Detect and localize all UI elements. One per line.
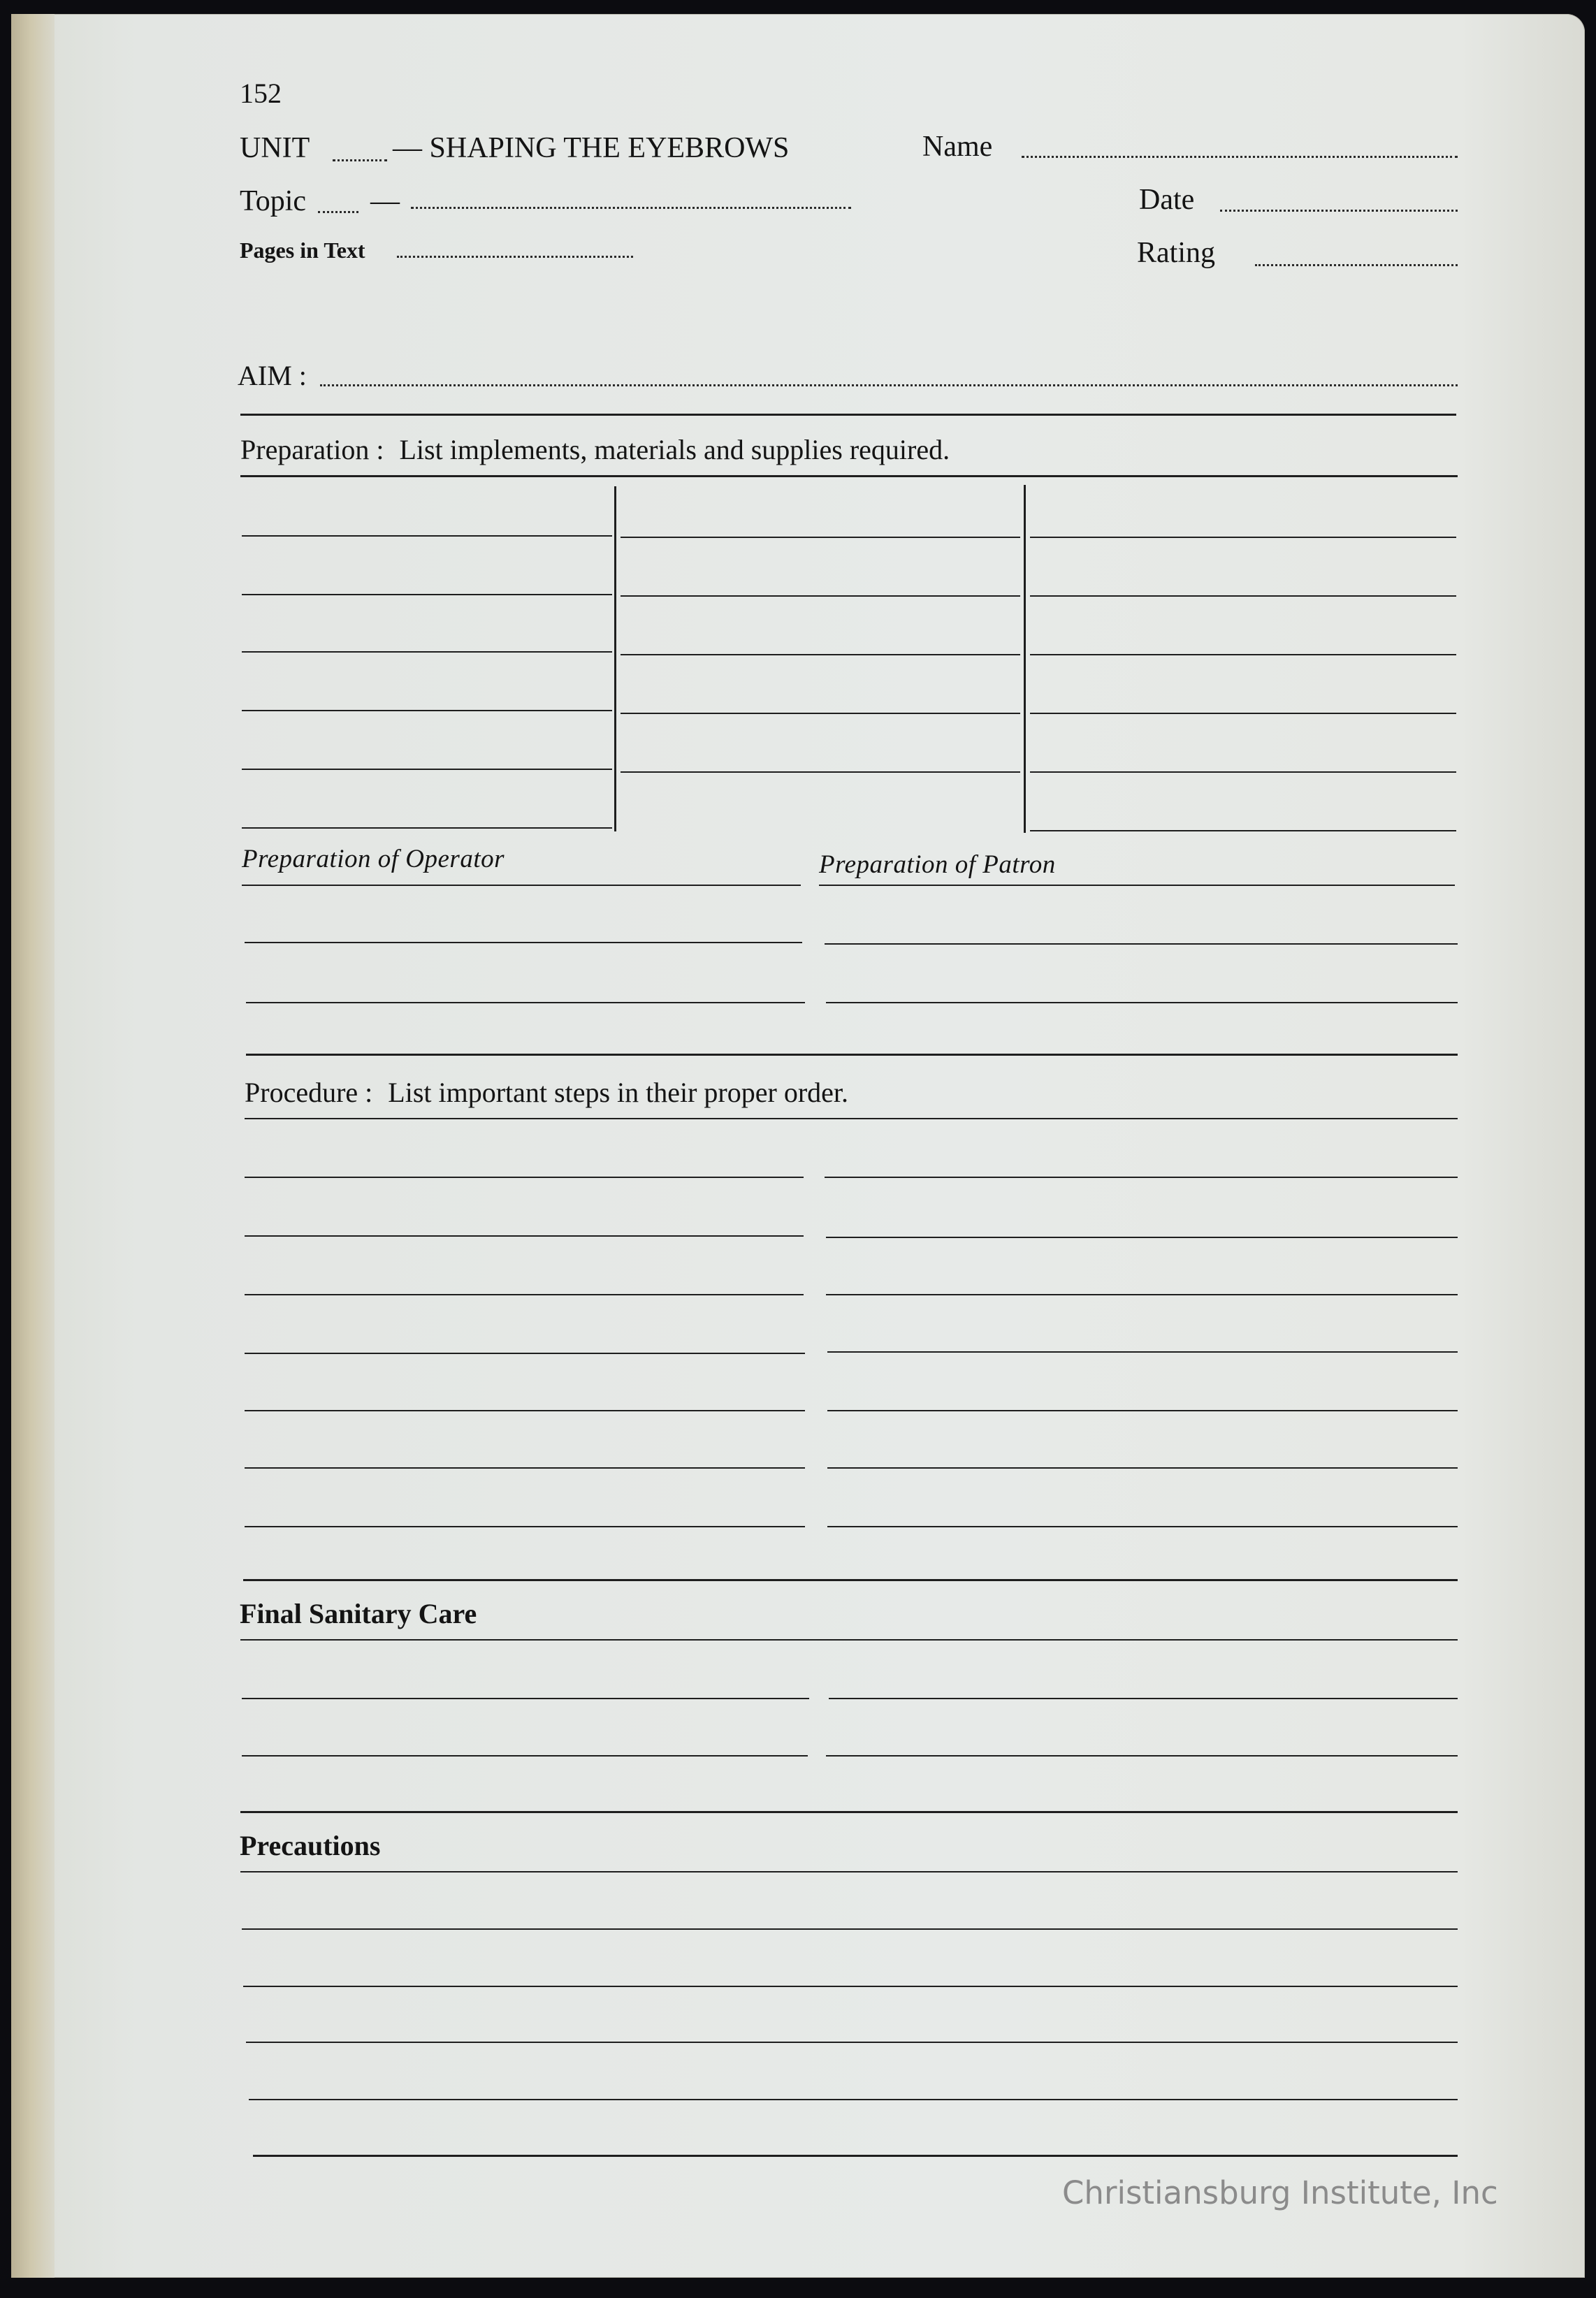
supply-line[interactable]	[621, 537, 1020, 538]
watermark-text: Christiansburg Institute, Inc	[1062, 2174, 1498, 2211]
pages-in-text-field[interactable]	[397, 256, 633, 258]
supply-line[interactable]	[621, 771, 1020, 773]
name-field[interactable]	[1022, 156, 1458, 158]
supply-line[interactable]	[242, 827, 612, 829]
procedure-step-line[interactable]	[245, 1410, 805, 1411]
section-divider	[246, 1054, 1458, 1056]
supply-line[interactable]	[621, 654, 1020, 655]
operator-heading-rule	[242, 885, 801, 886]
section-divider	[240, 1811, 1458, 1813]
procedure-step-line[interactable]	[827, 1526, 1458, 1527]
precaution-line[interactable]	[249, 2099, 1458, 2100]
unit-number-blank[interactable]	[333, 159, 387, 161]
rating-field[interactable]	[1255, 264, 1458, 266]
topic-dash: —	[370, 185, 400, 217]
name-label: Name	[922, 131, 993, 163]
unit-title: — SHAPING THE EYEBROWS	[393, 132, 790, 164]
date-field[interactable]	[1220, 210, 1458, 212]
patron-line[interactable]	[825, 943, 1458, 945]
procedure-step-line[interactable]	[245, 1526, 805, 1527]
column-divider-2	[1024, 485, 1026, 833]
supply-line[interactable]	[242, 651, 612, 653]
patron-line[interactable]	[826, 1002, 1458, 1003]
worksheet-page	[11, 14, 1585, 2278]
sanitary-care-line[interactable]	[826, 1755, 1458, 1757]
procedure-label: Procedure :	[245, 1077, 373, 1108]
operator-line[interactable]	[245, 942, 802, 943]
sanitary-care-heading: Final Sanitary Care	[240, 1598, 477, 1629]
supply-line[interactable]	[242, 594, 612, 595]
supply-line[interactable]	[1030, 654, 1456, 655]
procedure-top-rule	[245, 1118, 1458, 1119]
sanitary-care-line[interactable]	[829, 1698, 1458, 1699]
topic-field[interactable]	[411, 207, 851, 209]
procedure-step-line[interactable]	[826, 1237, 1458, 1238]
sanitary-care-top-rule	[240, 1639, 1458, 1641]
procedure-step-line[interactable]	[827, 1351, 1458, 1353]
supply-line[interactable]	[621, 595, 1020, 597]
operator-heading: Preparation of Operator	[242, 845, 505, 873]
procedure-step-line[interactable]	[245, 1294, 804, 1295]
procedure-step-line[interactable]	[825, 1177, 1458, 1178]
topic-number-blank[interactable]	[318, 211, 358, 213]
patron-heading-rule	[819, 885, 1455, 886]
precautions-top-rule	[240, 1871, 1458, 1872]
page-number: 152	[240, 78, 282, 109]
aim-label: AIM :	[238, 360, 307, 391]
procedure-step-line[interactable]	[827, 1410, 1458, 1411]
precaution-line[interactable]	[246, 2042, 1458, 2043]
procedure-step-line[interactable]	[245, 1177, 804, 1178]
supply-line[interactable]	[1030, 713, 1456, 714]
topic-label: Topic	[240, 185, 307, 217]
book-spine-edge	[11, 14, 55, 2278]
sanitary-care-line[interactable]	[242, 1755, 808, 1757]
aim-field[interactable]	[320, 384, 1458, 386]
supply-line[interactable]	[1030, 830, 1456, 831]
precaution-line[interactable]	[242, 1928, 1458, 1930]
aim-line-2[interactable]	[240, 414, 1456, 416]
precautions-heading: Precautions	[240, 1830, 381, 1861]
preparation-instruction: List implements, materials and supplies required.	[399, 434, 950, 465]
preparation-top-rule	[240, 475, 1458, 477]
procedure-step-line[interactable]	[245, 1467, 805, 1469]
sanitary-care-line[interactable]	[242, 1698, 809, 1699]
supply-line[interactable]	[242, 535, 612, 537]
pages-in-text-label: Pages in Text	[240, 238, 365, 263]
unit-label: UNIT	[240, 132, 310, 164]
rating-label: Rating	[1137, 237, 1215, 269]
procedure-heading	[245, 1076, 848, 1109]
supply-line[interactable]	[1030, 537, 1456, 538]
column-divider-1	[614, 486, 616, 831]
procedure-step-line[interactable]	[827, 1467, 1458, 1469]
procedure-step-line[interactable]	[245, 1235, 804, 1237]
supply-line[interactable]	[242, 769, 612, 770]
supply-line[interactable]	[1030, 595, 1456, 597]
supply-line[interactable]	[621, 713, 1020, 714]
supply-line[interactable]	[1030, 771, 1456, 773]
precaution-line[interactable]	[243, 1986, 1458, 1987]
operator-line[interactable]	[246, 1002, 805, 1003]
procedure-step-line[interactable]	[826, 1294, 1458, 1295]
preparation-label: Preparation :	[240, 434, 384, 465]
supply-line[interactable]	[242, 710, 612, 711]
patron-heading: Preparation of Patron	[819, 850, 1056, 879]
section-divider	[243, 1579, 1458, 1581]
procedure-instruction: List important steps in their proper order.	[388, 1077, 849, 1108]
preparation-heading	[240, 433, 950, 466]
date-label: Date	[1139, 184, 1195, 216]
precaution-line[interactable]	[253, 2155, 1458, 2157]
procedure-step-line[interactable]	[245, 1353, 805, 1354]
